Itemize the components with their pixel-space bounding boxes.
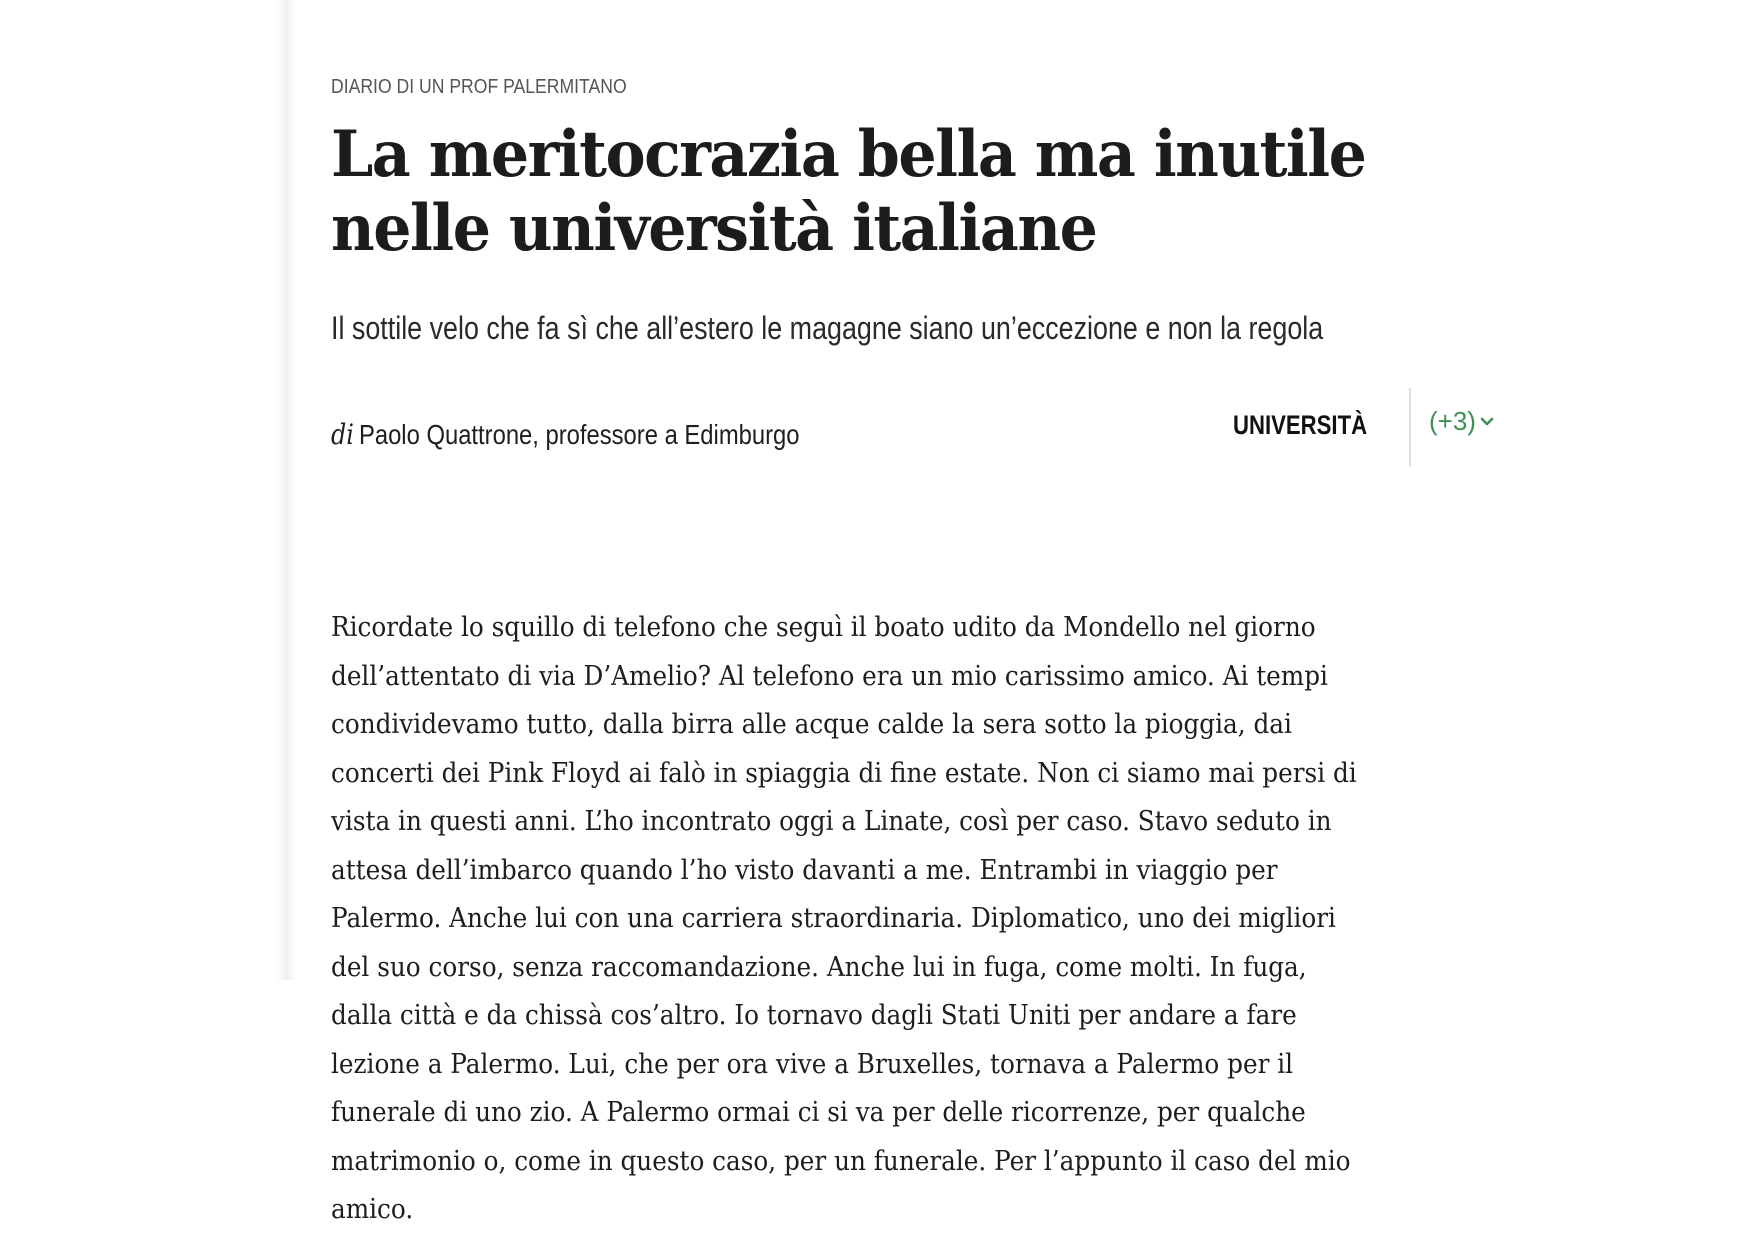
tags-divider <box>1409 388 1411 466</box>
body-line: matrimonio o, come in questo caso, per un funerale. Per l’appunto il caso del mio <box>331 1145 1351 1177</box>
byline-author: Paolo Quattrone, professore a Edimburgo <box>358 419 800 450</box>
body-line: amico. <box>331 1194 414 1225</box>
body-line: dell’attentato di via D’Amelio? Al telefono era un mio carissimo amico. Ai tempi <box>331 660 1328 692</box>
more-tags-count: (+3) <box>1429 406 1476 436</box>
topic-tag-universita[interactable]: UNIVERSITÀ <box>1233 410 1368 440</box>
body-line: dalla città e da chissà cos’altro. Io tornavo dagli Stati Uniti per andare a fare <box>331 1000 1297 1031</box>
body-line: Ricordate lo squillo di telefono che seguì il boato udito da Mondello nel giorno <box>331 612 1316 643</box>
chevron-down-icon <box>1480 415 1494 429</box>
body-line: condividevamo tutto, dalla birra alle acque calde la sera sotto la pioggia, dai <box>331 709 1292 740</box>
page-edge-shadow <box>0 0 296 980</box>
body-line: Palermo. Anche lui con una carriera straordinaria. Diplomatico, uno dei migliori <box>331 903 1336 934</box>
article-subtitle: Il sottile velo che fa sì che all’estero le magagne siano un’eccezione e non la regola <box>331 310 1324 346</box>
byline-row <box>331 388 1531 466</box>
article-header <box>331 70 1531 466</box>
body-line: vista in questi anni. L’ho incontrato oggi a Linate, così per caso. Stavo seduto in <box>331 806 1332 837</box>
body-line: attesa dell’imbarco quando l’ho visto davanti a me. Entrambi in viaggio per <box>331 854 1278 886</box>
body-line: lezione a Palermo. Lui, che per ora vive a Bruxelles, tornava a Palermo per il <box>331 1048 1294 1080</box>
byline <box>331 418 800 451</box>
more-tags-button[interactable] <box>1429 406 1494 437</box>
article-title-line: La meritocrazia bella ma inutile <box>331 117 1366 192</box>
article-title <box>331 118 1365 266</box>
article-title-line: nelle università italiane <box>331 191 1097 266</box>
article-body <box>331 604 1451 1235</box>
byline-prefix: di <box>331 418 354 451</box>
body-line: del suo corso, senza raccomandazione. Anche lui in fuga, come molti. In fuga, <box>331 951 1307 983</box>
body-line: concerti dei Pink Floyd ai falò in spiaggia di fine estate. Non ci siamo mai persi di <box>331 757 1357 789</box>
article-kicker: DIARIO DI UN PROF PALERMITANO <box>331 76 627 98</box>
body-line: funerale di uno zio. A Palermo ormai ci si va per delle ricorrenze, per qualche <box>331 1097 1306 1128</box>
